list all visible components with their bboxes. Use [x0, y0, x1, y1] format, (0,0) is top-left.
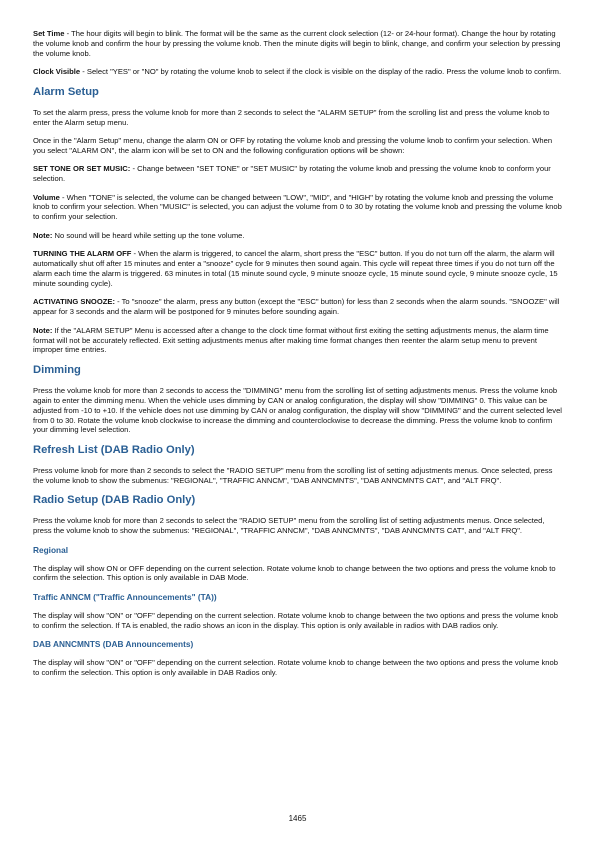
regional-heading: Regional — [33, 544, 69, 555]
note-format-paragraph: Note: If the "ALARM SETUP" Menu is accessed after a change to the clock time format without first exiting the setting adjustments menus, the alarm time format will not be accurately reflected. Exit setting adjustments menus after making time format changes then reenter the alarm setup menu to prevent improper time entries. — [33, 325, 549, 355]
snooze-paragraph: ACTIVATING SNOOZE: - To "snooze" the alarm, press any button (except the "ESC" button) for less than 2 seconds when the alarm sounds. "SNOOZE" will appear for 3 seconds and the alarm will be postponed for 9 minutes before sounding again. — [33, 297, 560, 317]
note-tone-paragraph: Note: No sound will be heard while setting up the tone volume. — [33, 230, 245, 240]
traffic-anncm-paragraph: The display will show "ON" or "OFF" depending on the current selection. Rotate volume knob to change between the two options and press the volume knob to confirm the selection. If TA is enabled, the radio shows an icon in the display. This option is only available in radios with DAB radios only. — [33, 610, 558, 630]
dab-anncmnts-paragraph: The display will show "ON" or "OFF" depending on the current selection. Rotate volume knob to change between the two options and press the volume knob to confirm the selection. This option is only available in DAB Radios only. — [33, 658, 558, 678]
note-label: Note: — [33, 230, 53, 240]
regional-paragraph: The display will show ON or OFF depending on the current selection. Rotate volume knob to change between the two options and press the volume knob to confirm the selection. This option is only available in DAB Mode. — [33, 563, 556, 583]
traffic-anncm-heading: Traffic ANNCM ("Traffic Announcements" (TA)) — [33, 591, 217, 602]
alarm-setup-heading: Alarm Setup — [33, 85, 99, 98]
refresh-list-paragraph: Press volume knob for more than 2 seconds to select the "RADIO SETUP" menu from the scrolling list of setting adjustments menus. Once selected, press the volume knob to show the submenus: "REGIONAL", "TRAFFIC ANNCM", "DAB ANNCMNTS", "DAB ANNCMNTS CAT", and "ALT FRQ". — [33, 465, 553, 485]
clock-visible-label: Clock Visible — [33, 67, 81, 77]
alarm-menu-paragraph: Once in the "Alarm Setup" menu, change the alarm ON or OFF by rotating the volume knob and pressing the volume knob to confirm your selection. When you select "ALARM ON", the alarm icon will be set to ON and the following configuration options will be shown: — [33, 135, 553, 155]
alarm-off-label: TURNING THE ALARM OFF — [33, 249, 132, 259]
volume-label: Volume — [33, 192, 60, 202]
set-tone-paragraph: SET TONE OR SET MUSIC: - Change between "SET TONE" or "SET MUSIC" by rotating the volume knob and pressing the volume knob to conform your selection. — [33, 164, 551, 184]
refresh-list-heading: Refresh List (DAB Radio Only) — [33, 443, 195, 456]
set-time-label: Set Time — [33, 29, 65, 38]
radio-setup-paragraph: Press the volume knob for more than 2 seconds to select the "RADIO SETUP" menu from the scrolling list of setting adjustments menus. Once selected, press the volume knob to show the submenus: "REGIONAL", "TRAFFIC ANNCM", "DAB ANNCMNTS", "DAB ANNCMNTS CAT", and "ALT FRQ". — [33, 516, 545, 536]
dimming-paragraph: Press the volume knob for more than 2 seconds to access the "DIMMING" menu from the scrolling list of setting adjustments menus. Press the volume knob again to enter the dimming menu. When the vehicle uses dimming by CAN or analog configuration, the display will show "DIMMING" 0. This value can be adjusted from -10 to +10. If the vehicle does not use dimming by CAN or analog configuration, the display will show "DIMMING" and the current selected level from 0 to 30. Rotate the volume knob clockwise to increase the dimming and counterclockwise to decrease the dimming. Press the volume knob to confirm your dimming level selection. — [33, 385, 562, 435]
alarm-off-paragraph: TURNING THE ALARM OFF - When the alarm is triggered, to cancel the alarm, short press the "ESC" button. If you do not turn off the alarm, the alarm will automatically shut off after 15 minutes and enter a "snooze" cycle for 9 minutes then sound again. This cycle will repeat three times if you do not turn off the alarm each time the alarm is triggered. 63 minutes in total (15 minute sound cycle, 9 minute snooze cycle, 15 minute sound cycle, 9 minute snooze cycle, 15 minute sounding cycle). — [33, 249, 558, 288]
alarm-intro-paragraph: To set the alarm press, press the volume knob for more than 2 seconds to select the "ALARM SETUP" from the scrolling list and press the volume knob to enter the Alarm setup menu. — [33, 107, 550, 127]
note-label: Note: — [33, 325, 53, 335]
page-number: 1465 — [288, 814, 307, 823]
clock-visible-paragraph: Clock Visible - Select "YES" or "NO" by rotating the volume knob to select if the clock is visible on the display of the radio. Press the volume knob to confirm. — [33, 67, 562, 77]
radio-setup-heading: Radio Setup (DAB Radio Only) — [33, 494, 196, 507]
page-content — [33, 29, 563, 686]
snooze-label: ACTIVATING SNOOZE: — [33, 297, 115, 307]
volume-paragraph: Volume - When "TONE" is selected, the volume can be changed between "LOW", "MID", and "HIGH" by rotating the volume knob and pressing the volume knob to confirm your selection. When "MUSIC" is selected, you can adjust the volume from 0 to 30 by rotating the volume knob and pressing the volume knob to confirm your selection. — [33, 192, 562, 222]
dab-anncmnts-heading: DAB ANNCMNTS (DAB Announcements) — [33, 639, 194, 650]
set-time-paragraph: Set Time - The hour digits will begin to blink. The format will be the same as the current clock selection (12- or 24-hour format). Change the hour by rotating the volume knob and confirm the hour by pressing the volume knob. Then the minute digits will begin to blink, change, and confirm your selection by pressing the volume knob. — [33, 29, 561, 58]
dimming-heading: Dimming — [33, 363, 81, 376]
set-tone-label: SET TONE OR SET MUSIC: — [33, 164, 131, 174]
